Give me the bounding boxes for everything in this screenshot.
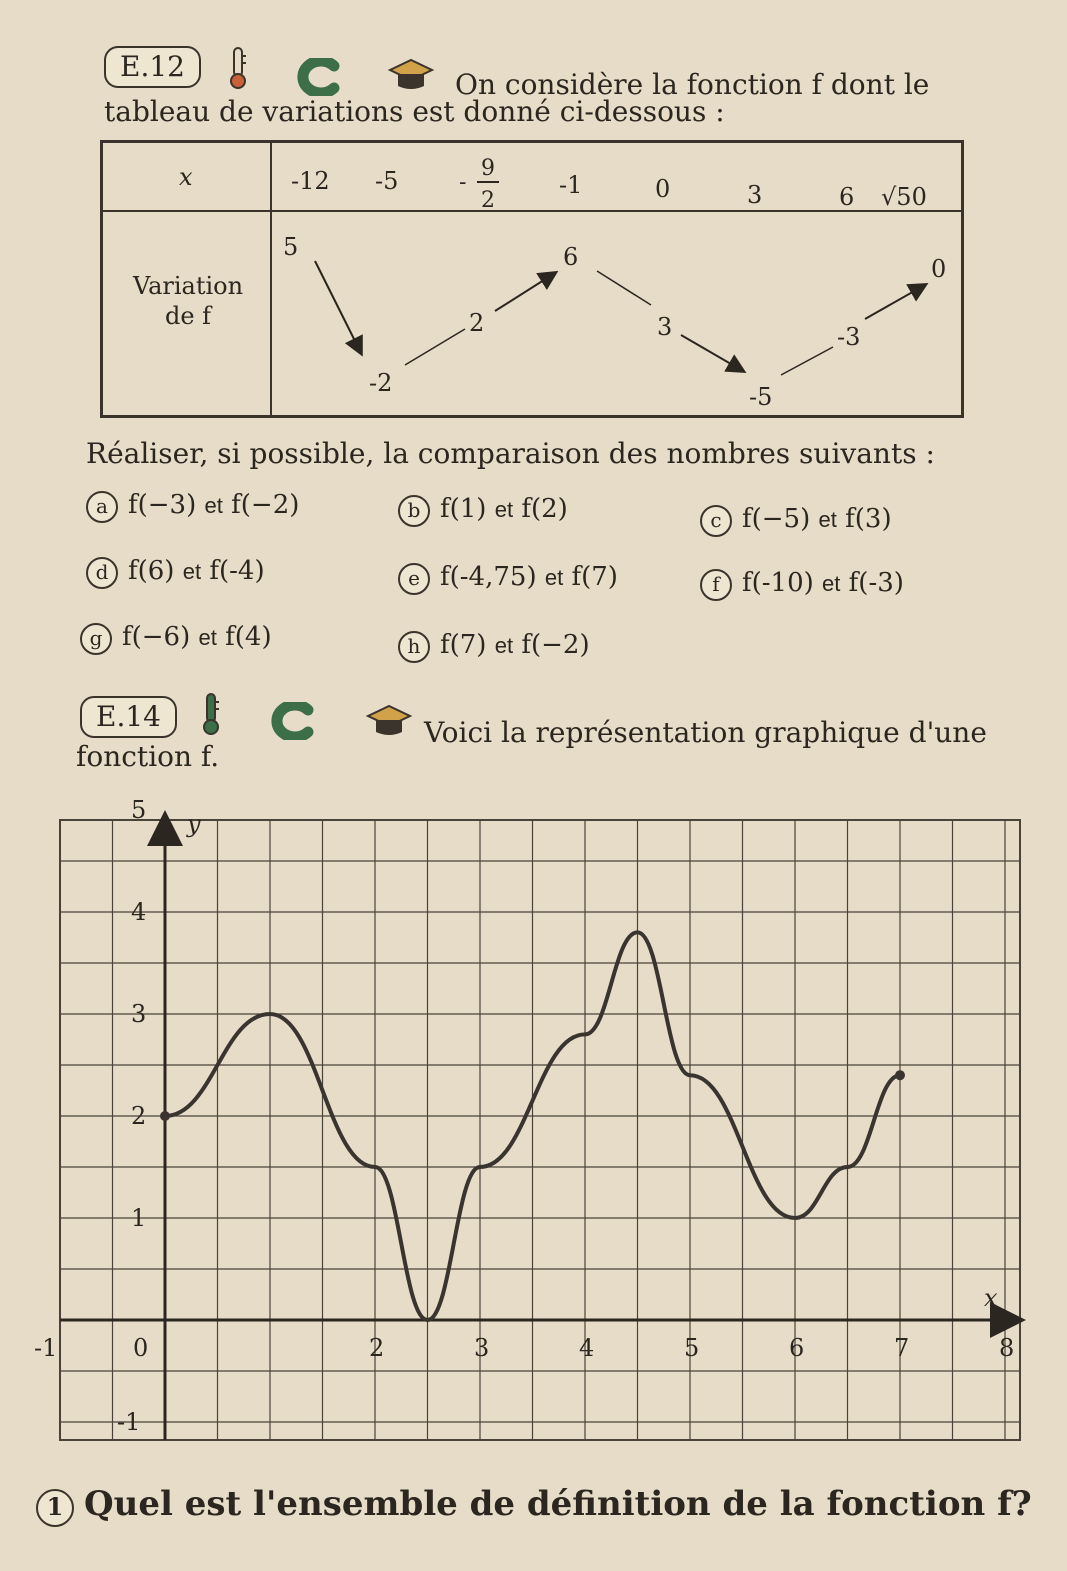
function-graph (0, 790, 1067, 1470)
e14-question-1 (36, 1484, 1032, 1527)
question-right: f(-3) (848, 568, 904, 598)
question-a (86, 490, 299, 523)
x-tick-label: 3 (474, 1334, 490, 1362)
question-d (86, 556, 265, 589)
table-x-header: x (179, 163, 193, 191)
question-right: f(4) (225, 622, 272, 652)
table-f-value: 5 (283, 233, 299, 261)
question-e (398, 562, 618, 595)
graph-frame (60, 820, 1020, 1440)
variation-arrows (103, 143, 961, 415)
table-f-value: -5 (749, 383, 773, 411)
y-tick-label: -1 (117, 1408, 141, 1436)
row-header-de-f: de f (164, 302, 212, 330)
question-right: f(-4) (209, 556, 265, 586)
graduation-cap-icon (364, 702, 414, 738)
table-x-value: -5 (375, 167, 399, 195)
question-et: et (494, 633, 514, 658)
y-tick-label: 2 (131, 1102, 147, 1130)
table-f-value: 3 (657, 313, 673, 341)
y-tick-label: 5 (131, 796, 147, 824)
question-left: f(−3) (128, 490, 197, 520)
arrow-increasing (781, 347, 833, 375)
question-right: f(3) (845, 504, 892, 534)
x-tick-label: 6 (789, 1334, 805, 1362)
table-f-value: 2 (469, 309, 485, 337)
table-x-value: -1 (559, 171, 583, 199)
arrow-decreasing (315, 261, 361, 353)
question-right: f(7) (571, 562, 618, 592)
thermometer-icon (200, 692, 222, 736)
variation-table (100, 140, 964, 418)
x-tick-label: 0 (133, 1334, 149, 1362)
y-tick-label: 1 (131, 1204, 147, 1232)
x-tick-label: 8 (999, 1334, 1015, 1362)
x-tick-label: 2 (369, 1334, 385, 1362)
table-f-value: -3 (837, 323, 861, 351)
question-left: f(6) (128, 556, 175, 586)
e14-intro-line2: fonction f. (76, 740, 220, 773)
question-et: et (818, 507, 837, 532)
e12-intro-line2: tableau de variations est donné ci-dessous : (104, 95, 725, 128)
graph-axes (60, 816, 1020, 1440)
question-g (80, 622, 272, 655)
table-x-value: 3 (747, 181, 763, 209)
table-x-value-sqrt: √50 (881, 183, 927, 211)
graduation-cap-icon (386, 56, 436, 92)
x-tick-label: 7 (894, 1334, 910, 1362)
y-axis-label: y (187, 810, 201, 838)
svg-text:9: 9 (481, 156, 495, 181)
question-left: f(−6) (122, 622, 191, 652)
question-right: f(−2) (521, 630, 590, 660)
question-et: et (182, 559, 202, 584)
question-et: et (544, 565, 564, 590)
question-et: et (494, 497, 514, 522)
question-letter: h (398, 631, 430, 663)
table-f-value: 6 (563, 243, 579, 271)
question-b (398, 494, 568, 527)
question-et: et (822, 571, 841, 596)
thermometer-icon (227, 46, 249, 90)
e14-intro-line1: Voici la représentation graphique d'une (424, 716, 987, 749)
x-tick-label: -1 (34, 1334, 58, 1362)
question-left: f(1) (440, 494, 487, 524)
arrow-decreasing (681, 335, 743, 371)
svg-text:-: - (459, 170, 467, 195)
exercise-badge-e12: E.12 (104, 46, 201, 88)
curve-endpoint (895, 1070, 905, 1080)
question-left: f(-4,75) (440, 562, 537, 592)
e12-instruction: Réaliser, si possible, la comparaison des nombres suivants : (86, 437, 935, 470)
question-et: et (204, 493, 223, 518)
question-left: f(-10) (742, 568, 814, 598)
question-letter: f (700, 569, 732, 601)
table-x-value: 0 (655, 175, 671, 203)
curve-endpoint (160, 1111, 170, 1121)
competence-c-icon (294, 58, 340, 96)
question-left: f(7) (440, 630, 487, 660)
question-et: et (198, 625, 217, 650)
x-tick-label: 5 (684, 1334, 700, 1362)
question-right: f(2) (521, 494, 568, 524)
question-left: f(−5) (742, 504, 811, 534)
y-tick-label: 4 (131, 898, 147, 926)
table-x-value: 6 (839, 183, 855, 211)
question-letter: e (398, 563, 430, 595)
exercise-badge-e14: E.14 (80, 696, 177, 738)
question-f (700, 568, 904, 601)
arrow-increasing (405, 329, 465, 365)
competence-c-icon (268, 702, 314, 740)
arrow-decreasing (597, 271, 651, 305)
question-letter: b (398, 495, 430, 527)
table-x-value: -12 (291, 167, 330, 195)
question-right: f(−2) (231, 490, 300, 520)
graph-grid (60, 820, 1020, 1440)
table-f-value: -2 (369, 369, 393, 397)
table-f-value: 0 (931, 255, 947, 283)
arrow-increasing (495, 273, 555, 311)
e12-intro-line1: On considère la fonction f dont le (455, 68, 930, 101)
question-letter: g (80, 623, 112, 655)
question-letter: a (86, 491, 118, 523)
question-letter: d (86, 557, 118, 589)
row-header-variation: Variation (132, 272, 244, 300)
x-tick-label: 4 (579, 1334, 595, 1362)
arrow-increasing (865, 285, 925, 319)
question-number: 1 (36, 1489, 74, 1527)
question-text: Quel est l'ensemble de définition de la fonction f? (84, 1484, 1032, 1524)
x-axis-label: x (984, 1284, 998, 1312)
question-c (700, 504, 892, 537)
question-letter: c (700, 505, 732, 537)
y-tick-label: 3 (131, 1000, 147, 1028)
question-h (398, 630, 590, 663)
svg-text:2: 2 (481, 188, 495, 211)
